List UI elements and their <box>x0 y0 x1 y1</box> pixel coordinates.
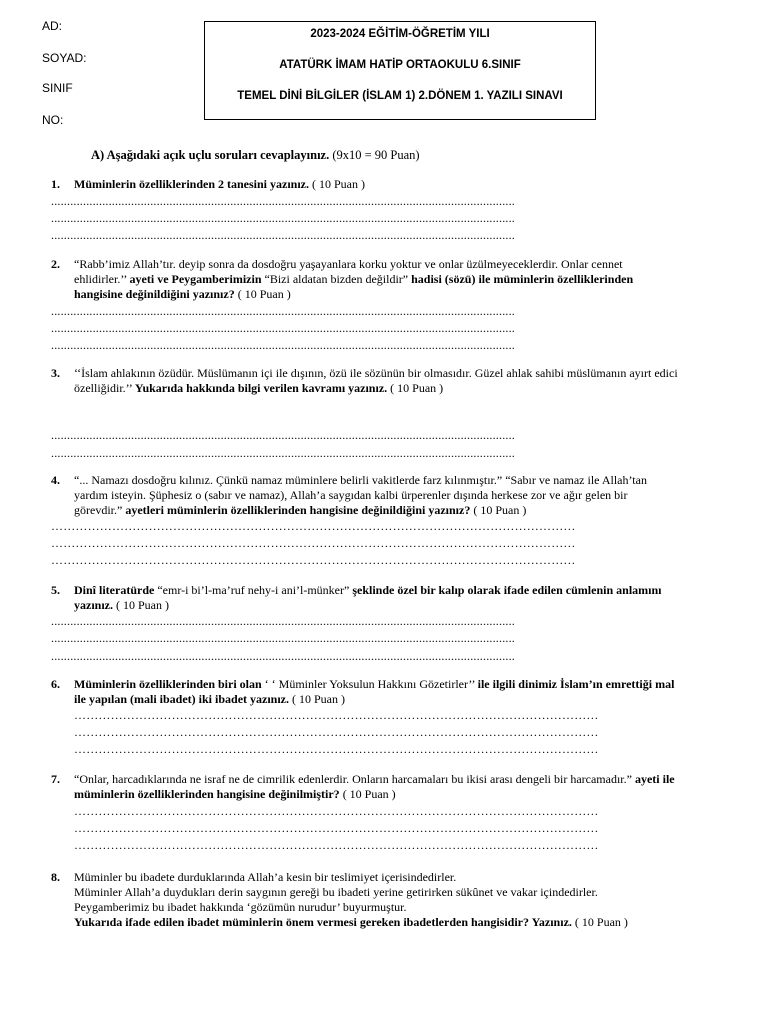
answer-line[interactable]: ………………………………………………………………………………………………………………… <box>74 708 599 722</box>
q3-text-part: ‘‘İslam ahlakının özüdür. Müslümanın içi ile dışının, özü ile sözünün bir olmasıdır. Güzel ahlak sahibi müslümanın ayırt edici özelliğidir.’’ <box>74 366 678 395</box>
q8-points: ( 10 Puan ) <box>571 915 628 929</box>
q6-text-part: ‘ ‘ Müminler Yoksulun Hakkını Gözetirler’’ <box>261 677 478 691</box>
q5-text-part: şeklinde özel bir kalıp olarak ifade edilen cümlenin anlamını yazınız. <box>74 583 662 612</box>
answer-line[interactable]: ................................................................................................................................................. <box>51 649 515 663</box>
q5-text-part: Dinî literatürde <box>74 583 158 597</box>
q6-points: ( 10 Puan ) <box>289 692 346 706</box>
q4-text-part: “... Namazı dosdoğru kılınız. Çünkü namaz müminlere belirli vakitlerde farz kılınmıştır.” “Sabır ve namaz ile Allah’tan yardım isteyin. Şüphesiz o (sabır ve namaz), Allah’a saygıdan kalbi ürperenler dışında herkese zor ve ağır gelen bir görevdir.” <box>74 473 647 517</box>
surname-field-label: SOYAD: <box>42 51 87 65</box>
q8-line <box>74 900 694 915</box>
question-2-text <box>74 257 678 302</box>
section-points: (9x10 = 90 Puan) <box>329 148 420 162</box>
question-number: 1. <box>51 177 60 191</box>
answer-line[interactable]: ................................................................................................................................................. <box>51 321 515 335</box>
q6-text-part: Müminlerin özelliklerinden biri olan <box>74 677 262 691</box>
question-number: 2. <box>51 257 60 271</box>
q1-text-part: Müminlerin özelliklerinden 2 tanesini yazınız. <box>74 177 309 191</box>
q3-points: ( 10 Puan ) <box>387 381 444 395</box>
q2-text-part: “Rabb’imiz Allah’tır. deyip sonra da dosdoğru yaşayanlara korku yoktur ve onlar üzülmeyeceklerdir. Onlar cennet ehlidirler.’’ <box>74 257 623 286</box>
answer-line[interactable]: ………………………………………………………………………………………………………………… <box>51 536 576 550</box>
section-heading <box>91 148 420 163</box>
answer-line[interactable]: ………………………………………………………………………………………………………………… <box>51 553 576 567</box>
question-3-text <box>74 366 678 396</box>
q8-line <box>74 870 694 885</box>
question-4-text <box>74 473 678 518</box>
answer-line[interactable]: ................................................................................................................................................. <box>51 304 515 318</box>
answer-line[interactable]: ………………………………………………………………………………………………………………… <box>74 742 599 756</box>
q8-line <box>74 885 694 900</box>
q8-line-text: Müminler Allah’a duydukları derin saygının gereği bu ibadeti yerine getirirken sükûnet ve vakar içindedirler. <box>74 885 598 899</box>
q6-text-part: ile ilgili dinimiz İslam’ın emrettiği mal ile yapılan (mali ibadet) iki ibadet yazınız. <box>74 677 675 706</box>
answer-line[interactable]: ................................................................................................................................................. <box>51 211 515 225</box>
answer-line[interactable]: ………………………………………………………………………………………………………………… <box>74 804 599 818</box>
name-field-label: AD: <box>42 19 63 33</box>
q8-line-text: Yukarıda ifade edilen ibadet müminlerin önem vermesi gereken ibadetlerden hangisidir? Yazınız. <box>74 915 572 929</box>
question-number: 5. <box>51 583 60 597</box>
q1-points: ( 10 Puan ) <box>309 177 365 191</box>
answer-line[interactable]: ................................................................................................................................................. <box>51 194 515 208</box>
q8-line <box>74 915 694 930</box>
section-title: A) Aşağıdaki açık uçlu soruları cevaplayınız. <box>91 148 330 162</box>
answer-line[interactable]: ………………………………………………………………………………………………………………… <box>74 838 599 852</box>
answer-line[interactable]: ................................................................................................................................................. <box>51 614 515 628</box>
q2-text-part: hadisi (sözü) ile müminlerin özelliklerinden hangisine değinildiğini yazınız? <box>74 272 634 301</box>
question-number: 4. <box>51 473 60 487</box>
question-6-text <box>74 677 678 707</box>
class-field-label: SINIF <box>42 81 73 95</box>
question-1-text <box>74 177 678 192</box>
answer-line[interactable]: ………………………………………………………………………………………………………………… <box>74 725 599 739</box>
exam-title: TEMEL DİNİ BİLGİLER (İSLAM 1) 2.DÖNEM 1. YAZILI SINAVI <box>237 90 563 102</box>
answer-line[interactable]: ................................................................................................................................................. <box>51 428 515 442</box>
q5-points: ( 10 Puan ) <box>113 598 169 612</box>
number-field-label: NO: <box>42 113 64 127</box>
q2-text-part: “Bizi aldatan bizden değildir” <box>264 272 412 286</box>
q7-text-part: ayeti ile müminlerin özelliklerinden hangisine değinilmiştir? <box>74 772 675 801</box>
q3-text-part: Yukarıda hakkında bilgi verilen kavramı yazınız. <box>134 381 388 395</box>
answer-line[interactable]: ………………………………………………………………………………………………………………… <box>51 519 576 533</box>
question-7-text <box>74 772 684 802</box>
question-number: 8. <box>51 870 60 884</box>
q8-line-text: Müminler bu ibadete durduklarında Allah’a kesin bir teslimiyet içerisindedirler. <box>74 870 457 884</box>
q4-points: ( 10 Puan ) <box>470 503 527 517</box>
answer-line[interactable]: ................................................................................................................................................. <box>51 631 515 645</box>
question-number: 6. <box>51 677 60 691</box>
question-number: 7. <box>51 772 60 786</box>
q7-points: ( 10 Puan ) <box>339 787 396 801</box>
q8-line-text: Peygamberimiz bu ibadet hakkında ‘gözümün nurudur’ buyurmuştur. <box>74 900 407 914</box>
question-5-text <box>74 583 678 613</box>
answer-line[interactable]: ………………………………………………………………………………………………………………… <box>74 821 599 835</box>
q2-points: ( 10 Puan ) <box>234 287 291 301</box>
school-year-title: 2023-2024 EĞİTİM-ÖĞRETİM YILI <box>310 28 490 40</box>
question-8-text <box>74 870 694 930</box>
q7-text-part: “Onlar, harcadıklarında ne israf ne de cimrilik edenlerdir. Onların harcamaları bu ikisi arası dengeli bir harcamadır.” <box>74 772 635 786</box>
school-name-title: ATATÜRK İMAM HATİP ORTAOKULU 6.SINIF <box>279 59 521 71</box>
q5-text-part: “emr-i bi’l-ma’ruf nehy-i ani’l-münker” <box>157 583 350 597</box>
q2-text-part: ayeti ve Peygamberimizin <box>129 272 265 286</box>
answer-line[interactable]: ................................................................................................................................................. <box>51 228 515 242</box>
question-number: 3. <box>51 366 60 380</box>
answer-line[interactable]: ................................................................................................................................................. <box>51 338 515 352</box>
answer-line[interactable]: ................................................................................................................................................. <box>51 446 515 460</box>
q4-text-part: ayetleri müminlerin özelliklerinden hangisine değinildiğini yazınız? <box>125 503 471 517</box>
exam-header-box <box>204 21 596 120</box>
